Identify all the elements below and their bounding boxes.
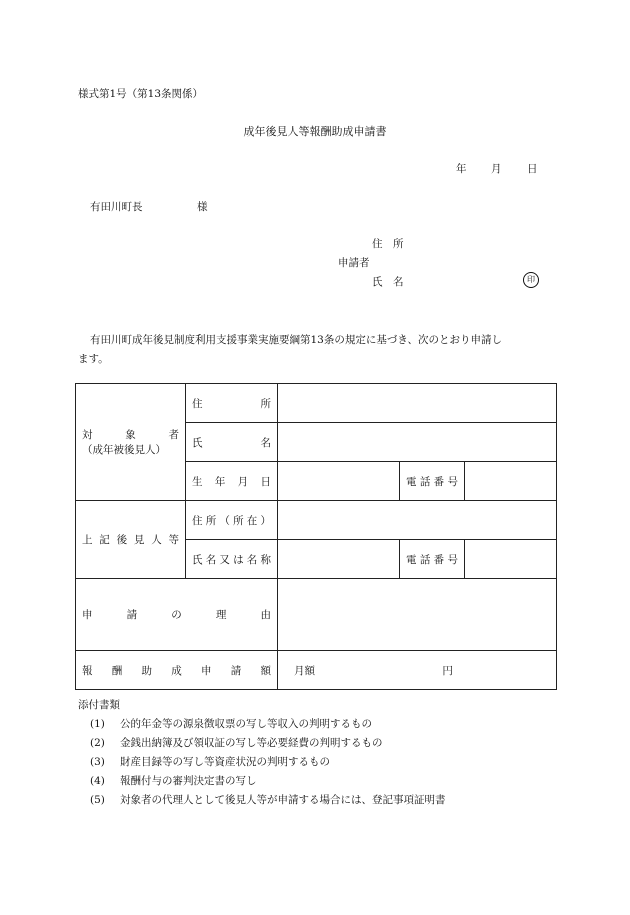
application-table xyxy=(75,383,557,690)
form-id: 様式第1号（第13条関係） xyxy=(78,88,204,100)
subject-label: 対 象 者 xyxy=(82,429,179,441)
addressee-name: 有田川町長 xyxy=(90,201,143,213)
attachment-item: (5) 対象者の代理人として後見人等が申請する場合には、登記事項証明書 xyxy=(90,794,446,806)
reason-field[interactable] xyxy=(278,579,557,651)
guardian-phone-label: 電話番号 xyxy=(400,540,465,579)
attachment-item: (1) 公的年金等の源泉徴収票の写し等収入の判明するもの xyxy=(90,718,372,730)
guardian-name-field[interactable] xyxy=(278,540,400,579)
guardian-address-label: 住所（所在） xyxy=(186,501,278,540)
subject-address-label: 住 所 xyxy=(186,384,278,423)
guardian-address-field[interactable] xyxy=(278,501,557,540)
attachment-item: (3) 財産目録等の写し等資産状況の判明するもの xyxy=(90,756,330,768)
subject-phone-field[interactable] xyxy=(465,462,557,501)
applicant-name-label: 氏 名 xyxy=(372,276,404,288)
subject-dob-label: 生 年 月 日 xyxy=(186,462,278,501)
attachment-item: (4) 報酬付与の審判決定書の写し xyxy=(90,775,257,787)
subject-header-cell xyxy=(76,384,186,501)
seal-mark: 印 xyxy=(523,272,539,288)
guardian-label: 上記後見人等 xyxy=(76,501,186,579)
body-line-2: ます。 xyxy=(78,353,109,365)
subject-address-field[interactable] xyxy=(278,384,557,423)
applicant-role-label: 申請者 xyxy=(338,257,370,269)
subject-name-field[interactable] xyxy=(278,423,557,462)
subject-sublabel: （成年被後見人） xyxy=(82,444,166,456)
amount-field[interactable] xyxy=(278,651,557,690)
document-title: 成年後見人等報酬助成申請書 xyxy=(243,125,387,138)
date-year-label: 年 xyxy=(456,163,467,175)
yen-label: 円 xyxy=(442,664,453,677)
applicant-address-label: 住 所 xyxy=(372,238,404,250)
monthly-label: 月額 xyxy=(294,664,315,677)
body-paragraph xyxy=(78,331,554,369)
body-line-1: 有田川町成年後見制度利用支援事業実施要綱第13条の規定に基づき、次のとおり申請し xyxy=(90,334,502,346)
date-month-label: 月 xyxy=(491,163,502,175)
addressee-suffix: 様 xyxy=(197,201,208,213)
guardian-phone-field[interactable] xyxy=(465,540,557,579)
guardian-name-label: 氏名又は名称 xyxy=(186,540,278,579)
date-day-label: 日 xyxy=(527,163,538,175)
amount-label: 報酬助成申請額 xyxy=(76,651,278,690)
subject-phone-label: 電話番号 xyxy=(400,462,465,501)
attachment-item: (2) 金銭出納簿及び領収証の写し等必要経費の判明するもの xyxy=(90,737,383,749)
subject-dob-field[interactable] xyxy=(278,462,400,501)
subject-name-label: 氏 名 xyxy=(186,423,278,462)
reason-label: 申請の理由 xyxy=(76,579,278,651)
attachments-title: 添付書類 xyxy=(78,699,120,711)
